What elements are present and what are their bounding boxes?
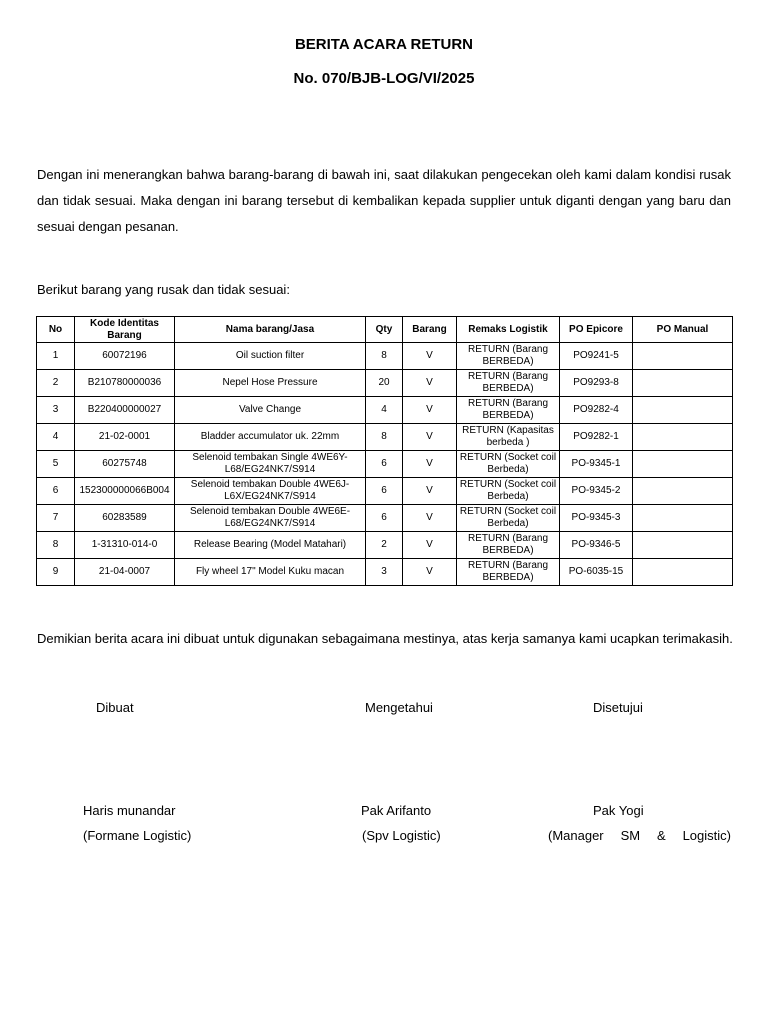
cell-nama: Valve Change [175,397,366,424]
cell-no: 1 [37,343,75,370]
signature-role-dibuat: Dibuat [96,700,134,715]
cell-kode: B220400000027 [75,397,175,424]
cell-po-manual [633,478,733,505]
header-remaks: Remaks Logistik [457,317,560,343]
cell-remaks: RETURN (Barang BERBEDA) [457,559,560,586]
signature-title-dibuat: (Formane Logistic) [83,828,192,843]
signature-role-mengetahui: Mengetahui [365,700,433,715]
table-row [37,343,733,370]
cell-po-epicore: PO9241-5 [560,343,633,370]
cell-no: 8 [37,532,75,559]
cell-qty: 6 [366,478,403,505]
cell-po-manual [633,559,733,586]
cell-barang: V [403,451,457,478]
cell-barang: V [403,559,457,586]
cell-qty: 20 [366,370,403,397]
cell-no: 7 [37,505,75,532]
cell-remaks: RETURN (Kapasitas berbeda ) [457,424,560,451]
cell-po-manual [633,451,733,478]
cell-barang: V [403,478,457,505]
cell-no: 9 [37,559,75,586]
cell-kode: 21-02-0001 [75,424,175,451]
cell-kode: B210780000036 [75,370,175,397]
table-row [37,505,733,532]
table-row [37,532,733,559]
signature-title-part: SM [620,828,641,843]
header-kode: Kode Identitas Barang [75,317,175,343]
cell-qty: 2 [366,532,403,559]
cell-kode: 21-04-0007 [75,559,175,586]
cell-po-manual [633,424,733,451]
header-po-manual: PO Manual [633,317,733,343]
table-header-row [37,317,733,343]
cell-kode: 60283589 [75,505,175,532]
header-barang: Barang [403,317,457,343]
cell-barang: V [403,505,457,532]
cell-no: 6 [37,478,75,505]
signature-title-disetujui [548,828,731,843]
cell-nama: Release Bearing (Model Matahari) [175,532,366,559]
cell-po-manual [633,343,733,370]
cell-nama: Nepel Hose Pressure [175,370,366,397]
table-row [37,478,733,505]
table-row [37,451,733,478]
document-title: BERITA ACARA RETURN [294,36,474,53]
cell-remaks: RETURN (Barang BERBEDA) [457,343,560,370]
cell-barang: V [403,424,457,451]
cell-no: 3 [37,397,75,424]
table-row [37,370,733,397]
cell-qty: 4 [366,397,403,424]
signature-name-disetujui: Pak Yogi [593,803,644,818]
signature-name-mengetahui: Pak Arifanto [361,803,432,818]
cell-qty: 8 [366,424,403,451]
cell-no: 4 [37,424,75,451]
cell-po-epicore: PO9282-4 [560,397,633,424]
closing-paragraph: Demikian berita acara ini dibuat untuk digunakan sebagaimana mestinya, atas kerja samanya kami ucapkan terimakasih. [37,631,733,646]
cell-po-epicore: PO-9345-3 [560,505,633,532]
cell-barang: V [403,397,457,424]
cell-po-manual [633,370,733,397]
signature-title-mengetahui: (Spv Logistic) [362,828,441,843]
cell-kode: 60072196 [75,343,175,370]
cell-nama: Fly wheel 17" Model Kuku macan [175,559,366,586]
cell-kode: 60275748 [75,451,175,478]
cell-nama: Oil suction filter [175,343,366,370]
cell-po-manual [633,397,733,424]
table-row [37,559,733,586]
cell-barang: V [403,370,457,397]
header-nama: Nama barang/Jasa [175,317,366,343]
cell-po-epicore: PO-9345-2 [560,478,633,505]
cell-po-epicore: PO-6035-15 [560,559,633,586]
cell-remaks: RETURN (Barang BERBEDA) [457,397,560,424]
table-intro: Berikut barang yang rusak dan tidak sesuai: [37,282,290,297]
signature-title-part: & [656,828,666,843]
header-po-epicore: PO Epicore [560,317,633,343]
cell-po-epicore: PO-9346-5 [560,532,633,559]
cell-po-manual [633,532,733,559]
cell-po-epicore: PO9293-8 [560,370,633,397]
cell-no: 2 [37,370,75,397]
cell-qty: 6 [366,505,403,532]
cell-nama: Bladder accumulator uk. 22mm [175,424,366,451]
signature-title-part: (Manager [548,828,604,843]
table-row [37,397,733,424]
cell-remaks: RETURN (Socket coil Berbeda) [457,451,560,478]
signature-title-part: Logistic) [682,828,731,843]
cell-po-epicore: PO9282-1 [560,424,633,451]
cell-remaks: RETURN (Socket coil Berbeda) [457,478,560,505]
cell-nama: Selenoid tembakan Double 4WE6E-L68/EG24NK7/S914 [175,505,366,532]
cell-barang: V [403,532,457,559]
header-qty: Qty [366,317,403,343]
cell-nama: Selenoid tembakan Single 4WE6Y-L68/EG24NK7/S914 [175,451,366,478]
cell-qty: 3 [366,559,403,586]
table-row [37,424,733,451]
cell-remaks: RETURN (Barang BERBEDA) [457,370,560,397]
opening-paragraph: Dengan ini menerangkan bahwa barang-barang di bawah ini, saat dilakukan pengecekan oleh kami dalam kondisi rusak dan tidak sesuai. Maka dengan ini barang tersebut di kembalikan kepada supplier untuk diganti dengan yang baru dan sesuai dengan pesanan. [37,167,731,234]
cell-qty: 6 [366,451,403,478]
cell-kode: 152300000066B004 [75,478,175,505]
document-number: No. 070/BJB-LOG/VI/2025 [293,70,475,87]
cell-no: 5 [37,451,75,478]
return-items-table [36,316,733,586]
cell-barang: V [403,343,457,370]
cell-remaks: RETURN (Socket coil Berbeda) [457,505,560,532]
cell-po-epicore: PO-9345-1 [560,451,633,478]
signature-role-disetujui: Disetujui [593,700,643,715]
cell-po-manual [633,505,733,532]
cell-remaks: RETURN (Barang BERBEDA) [457,532,560,559]
header-no: No [37,317,75,343]
signature-name-dibuat: Haris munandar [83,803,176,818]
cell-kode: 1-31310-014-0 [75,532,175,559]
cell-qty: 8 [366,343,403,370]
cell-nama: Selenoid tembakan Double 4WE6J-L6X/EG24NK7/S914 [175,478,366,505]
